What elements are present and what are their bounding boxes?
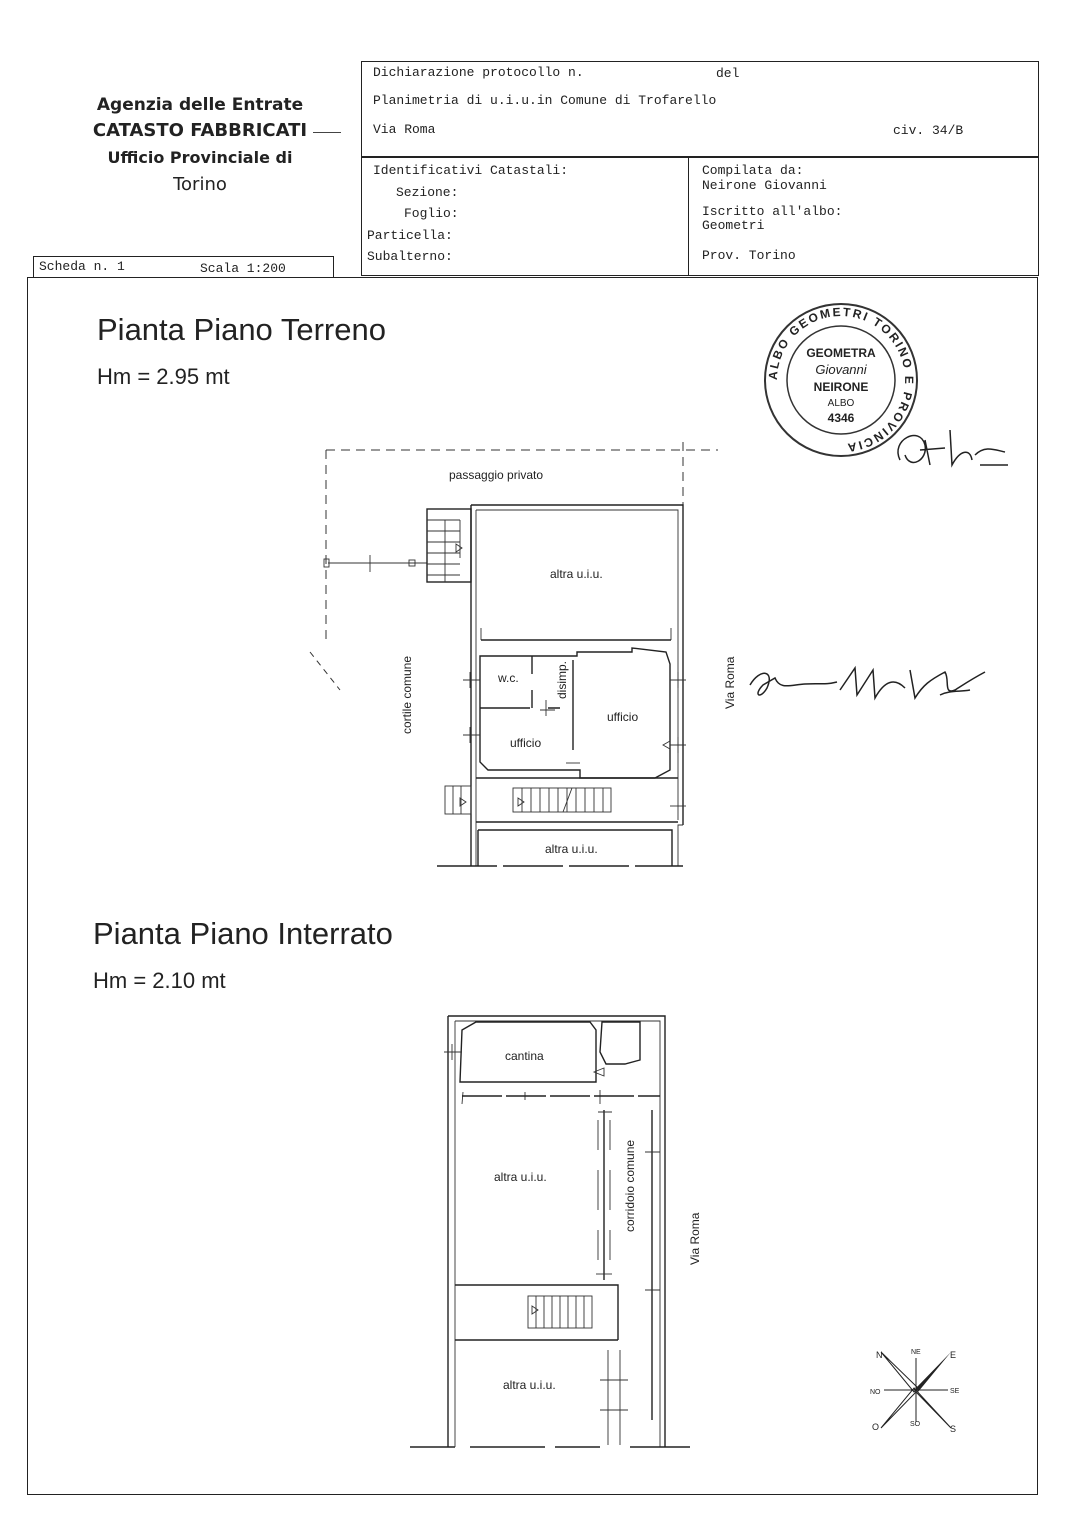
office-right-label: ufficio <box>607 710 639 724</box>
identifiers-title: Identificativi Catastali: <box>373 163 569 178</box>
basement-stair <box>455 1285 618 1340</box>
declaration-del: del <box>716 66 740 81</box>
compass-icon <box>881 1352 951 1428</box>
stamp-line5: 4346 <box>827 411 855 425</box>
basement-title: Pianta Piano Interrato <box>93 916 393 951</box>
other-unit-2-label: altra u.i.u. <box>503 1378 556 1392</box>
registered-value: Geometri <box>702 218 765 233</box>
disimp-label: disimp. <box>555 660 569 699</box>
compass-n: N <box>876 1350 883 1360</box>
passage-label: passaggio privato <box>449 468 544 482</box>
office-left-label: ufficio <box>510 736 542 750</box>
foglio-label: Foglio: <box>404 206 459 221</box>
compass-so: SO <box>910 1421 921 1428</box>
agency-name: Agenzia delle Entrate <box>96 95 304 115</box>
office-city: Torino <box>173 174 227 195</box>
other-unit-bottom-label: altra u.i.u. <box>545 842 598 856</box>
cellar-room <box>444 1022 660 1104</box>
office-label: Ufficio Provinciale di <box>107 148 293 167</box>
compass-no: NO <box>870 1389 881 1396</box>
compass-s: S <box>950 1424 957 1434</box>
ground-floor-title: Pianta Piano Terreno <box>97 312 386 347</box>
basement-height: Hm = 2.10 mt <box>93 968 226 993</box>
lower-unit <box>600 1350 628 1445</box>
corridor-label: corridoio comune <box>623 1139 637 1232</box>
stamp-line3: NEIRONE <box>813 380 869 394</box>
signature-stamp <box>880 420 1020 490</box>
scale-label: Scala 1:200 <box>200 261 286 276</box>
compiled-by-name: Neirone Giovanni <box>702 178 827 193</box>
wc-label: w.c. <box>498 671 519 685</box>
stamp-ring-text: ALBO GEOMETRI TORINO E PROVINCIA <box>765 304 917 455</box>
scheda-label: Scheda n. 1 <box>39 259 125 274</box>
compass-rose <box>866 1340 966 1440</box>
ground-floor-height: Hm = 2.95 mt <box>97 364 230 389</box>
stamp-line2: Giovanni <box>815 362 867 377</box>
cellar-label: cantina <box>505 1049 544 1063</box>
civic-number: civ. 34/B <box>893 123 964 138</box>
cadastre-title: CATASTO FABBRICATI <box>92 120 308 141</box>
stamp-line1: GEOMETRA <box>806 346 876 360</box>
street-label: Via Roma <box>373 122 436 137</box>
declaration-label: Dichiarazione protocollo n. <box>373 65 584 80</box>
compass-o: O <box>872 1422 880 1432</box>
other-unit-1-label: altra u.i.u. <box>494 1170 547 1184</box>
signature-handwritten <box>745 660 995 710</box>
compiled-by-label: Compilata da: <box>702 163 804 178</box>
registered-label: Iscritto all'albo: <box>702 204 843 219</box>
other-unit-top-label: altra u.i.u. <box>550 567 603 581</box>
subalterno-label: Subalterno: <box>367 249 453 264</box>
planimetry-label: Planimetria di u.i.u.in Comune di Trofarello <box>373 93 717 108</box>
province-label: Prov. Torino <box>702 248 796 263</box>
compass-se: SE <box>950 1388 960 1395</box>
sezione-label: Sezione: <box>396 185 459 200</box>
street-label-ground: Via Roma <box>723 656 737 709</box>
courtyard-label: cortile comune <box>400 655 414 734</box>
compass-ne: NE <box>911 1349 921 1356</box>
particella-label: Particella: <box>367 228 453 243</box>
stamp-line4: ALBO <box>827 398 855 409</box>
compass-e: E <box>950 1350 957 1360</box>
street-label-basement: Via Roma <box>688 1212 702 1265</box>
